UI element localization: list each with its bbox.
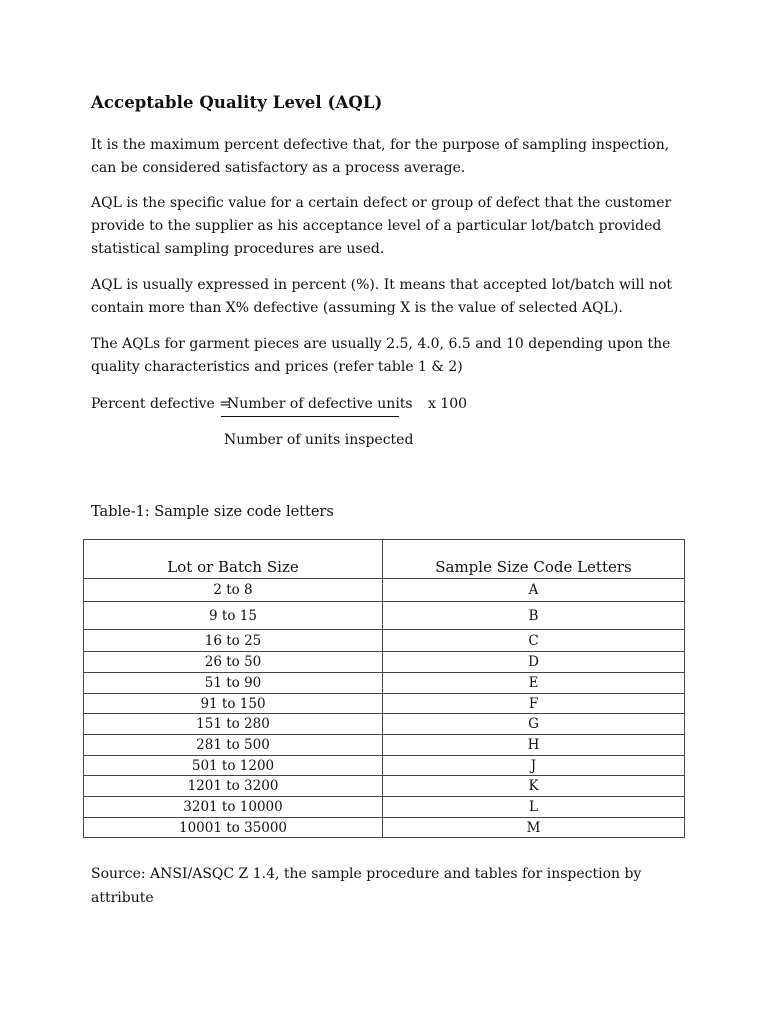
- code-letter-cell: J: [530, 757, 537, 774]
- lot-size-cell: 9 to 15: [84, 602, 383, 629]
- code-letter-cell: M: [526, 819, 541, 836]
- fraction-line: [221, 416, 399, 417]
- table-row: [84, 775, 684, 796]
- table-row: [84, 755, 684, 775]
- paragraph-specific-value: AQL is the specific value for a certain defect or group of defect that the customer provide to the supplier as his acceptance level of a particular lot/batch provided statistical sampling procedures are used.: [91, 195, 672, 257]
- code-letter-cell: H: [527, 737, 540, 753]
- table-row: [84, 817, 684, 837]
- formula-numerator: Number of defective units: [227, 396, 413, 412]
- table-row: [84, 713, 684, 734]
- table-header-row: [84, 540, 684, 578]
- lot-size-cell: 26 to 50: [84, 652, 383, 672]
- table-row: [84, 672, 684, 693]
- formula-multiplier: x 100: [428, 396, 468, 412]
- source-note: Source: ANSI/ASQC Z 1.4, the sample procedure and tables for inspection by attribute: [91, 866, 642, 906]
- lot-size-cell: 501 to 1200: [84, 756, 383, 775]
- code-letter-cell: K: [528, 778, 539, 794]
- sample-size-table: [83, 539, 685, 838]
- paragraph-percent: AQL is usually expressed in percent (%). It means that accepted lot/batch will not contain more than X% defective (assuming X is the value of selected AQL).: [91, 277, 672, 316]
- formula-label: Percent defective =: [91, 396, 232, 412]
- table-row: [84, 601, 684, 629]
- lot-size-cell: 16 to 25: [84, 630, 383, 651]
- header-lot-size: Lot or Batch Size: [84, 540, 383, 578]
- table-row: [84, 796, 684, 817]
- code-letter-cell: E: [528, 675, 539, 691]
- code-letter-cell: A: [528, 582, 539, 598]
- document-title: Acceptable Quality Level (AQL): [91, 93, 383, 112]
- code-letter-cell: C: [528, 632, 539, 649]
- table-row: [84, 578, 684, 601]
- paragraph-garment-aql: The AQLs for garment pieces are usually 2.5, 4.0, 6.5 and 10 depending upon the quality characteristics and prices (refer table 1 & 2): [91, 336, 671, 375]
- lot-size-cell: 151 to 280: [84, 714, 383, 734]
- formula-denominator: Number of units inspected: [224, 432, 414, 448]
- table-row: [84, 629, 684, 651]
- lot-size-cell: 10001 to 35000: [84, 818, 383, 837]
- paragraph-definition: It is the maximum percent defective that, for the purpose of sampling inspection, can be considered satisfactory as a process average.: [91, 137, 670, 176]
- lot-size-cell: 3201 to 10000: [84, 797, 383, 817]
- table-row: [84, 734, 684, 755]
- lot-size-cell: 51 to 90: [84, 673, 383, 693]
- code-letter-cell: G: [528, 716, 539, 732]
- code-letter-cell: F: [528, 695, 539, 712]
- code-letter-cell: B: [528, 607, 539, 624]
- table-caption: Table-1: Sample size code letters: [91, 504, 334, 520]
- lot-size-cell: 281 to 500: [84, 735, 383, 755]
- code-letter-cell: L: [529, 799, 538, 815]
- header-code-letter: Sample Size Code Letters: [435, 558, 632, 576]
- table-row: [84, 651, 684, 672]
- lot-size-cell: 91 to 150: [84, 694, 383, 713]
- table-row: [84, 693, 684, 713]
- lot-size-cell: 2 to 8: [84, 579, 383, 601]
- code-letter-cell: D: [528, 654, 539, 670]
- lot-size-cell: 1201 to 3200: [84, 776, 383, 796]
